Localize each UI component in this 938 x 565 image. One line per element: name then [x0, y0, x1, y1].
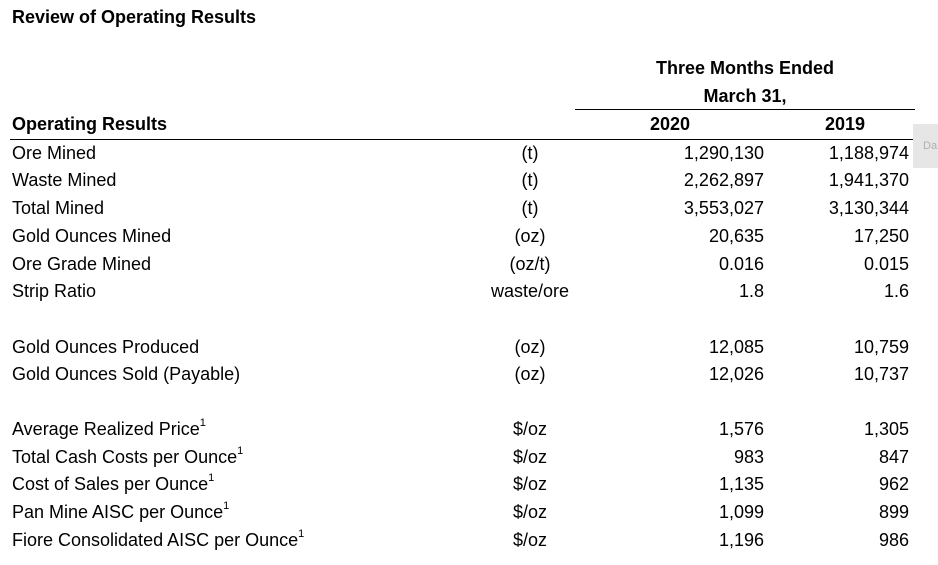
- section-label: Operating Results: [12, 114, 168, 134]
- period-header-line1: Three Months Ended: [655, 58, 834, 78]
- value-2020: 983: [733, 447, 764, 467]
- footnote-marker: 1: [237, 445, 244, 457]
- table-row: [0, 447, 938, 473]
- value-2019: 847: [878, 447, 909, 467]
- row-unit: (t): [521, 198, 539, 218]
- table-row: [0, 337, 938, 363]
- value-2020: 1,576: [718, 419, 764, 439]
- value-2020: 12,026: [708, 364, 764, 384]
- value-2019: 1,305: [863, 419, 909, 439]
- value-2019: 10,737: [853, 364, 909, 384]
- value-2019: 1,941,370: [828, 170, 909, 190]
- page-title: Review of Operating Results: [12, 7, 257, 27]
- row-label-text: Waste Mined: [12, 170, 117, 190]
- value-2020: 1,196: [718, 530, 764, 550]
- row-label: [12, 198, 104, 219]
- value-2020: 12,085: [708, 337, 764, 357]
- value-2019: 986: [878, 530, 909, 550]
- row-label: [12, 226, 171, 247]
- row-label: [12, 281, 96, 302]
- row-label: [12, 254, 151, 275]
- side-tab-label: Da: [923, 140, 938, 152]
- table-row: [0, 364, 938, 390]
- row-label: [12, 364, 240, 385]
- value-2019: 0.015: [863, 254, 909, 274]
- row-label-text: Ore Mined: [12, 143, 97, 163]
- value-2020: 20,635: [708, 226, 764, 246]
- footnote-marker: 1: [199, 417, 206, 429]
- row-label: [12, 502, 229, 523]
- row-unit: (t): [521, 143, 539, 163]
- row-label-text: Strip Ratio: [12, 281, 97, 301]
- value-2020: 1.8: [738, 281, 764, 301]
- period-header-line2: March 31,: [703, 86, 787, 106]
- value-2020: 3,553,027: [683, 198, 764, 218]
- row-label: [12, 419, 206, 440]
- row-label: [12, 143, 96, 164]
- row-unit: $/oz: [512, 530, 548, 550]
- row-label-text: Gold Ounces Sold (Payable): [12, 364, 241, 384]
- footnote-marker: 1: [208, 472, 215, 484]
- row-unit: (oz/t): [509, 254, 551, 274]
- table-row: [0, 419, 938, 445]
- value-2020: 1,290,130: [683, 143, 764, 163]
- row-unit: waste/ore: [490, 281, 570, 301]
- row-label-text: Gold Ounces Produced: [12, 337, 200, 357]
- table-row: [0, 502, 938, 528]
- row-unit: (oz): [514, 364, 546, 384]
- value-2020: 1,135: [718, 474, 764, 494]
- row-unit: (oz): [514, 337, 546, 357]
- value-2020: 0.016: [718, 254, 764, 274]
- value-2019: 1,188,974: [828, 143, 909, 163]
- row-unit: $/oz: [512, 419, 548, 439]
- row-label-text: Total Mined: [12, 198, 105, 218]
- row-label-text: Average Realized Price: [12, 419, 200, 439]
- value-2019: 899: [878, 502, 909, 522]
- row-unit: $/oz: [512, 502, 548, 522]
- value-2020: 2,262,897: [683, 170, 764, 190]
- value-2019: 962: [878, 474, 909, 494]
- period-header-rule: [575, 109, 915, 110]
- column-header-2020: 2020: [649, 114, 691, 134]
- table-row: [0, 198, 938, 224]
- column-header-2019: 2019: [824, 114, 866, 134]
- row-label-text: Cost of Sales per Ounce: [12, 474, 209, 494]
- row-unit: $/oz: [512, 447, 548, 467]
- table-row: [0, 474, 938, 500]
- row-label-text: Total Cash Costs per Ounce: [12, 447, 238, 467]
- table-row: [0, 530, 938, 556]
- footnote-marker: 1: [223, 500, 230, 512]
- value-2019: 10,759: [853, 337, 909, 357]
- row-label-text: Fiore Consolidated AISC per Ounce: [12, 530, 299, 550]
- table-row: [0, 170, 938, 196]
- row-label-text: Gold Ounces Mined: [12, 226, 172, 246]
- table-row: [0, 143, 938, 169]
- row-unit: (oz): [514, 226, 546, 246]
- table-row: [0, 226, 938, 252]
- value-2020: 1,099: [718, 502, 764, 522]
- row-label: [12, 170, 116, 191]
- value-2019: 17,250: [853, 226, 909, 246]
- row-label: [12, 337, 199, 358]
- row-unit: $/oz: [512, 474, 548, 494]
- value-2019: 1.6: [883, 281, 909, 301]
- row-label: [12, 530, 304, 551]
- row-unit: (t): [521, 170, 539, 190]
- footnote-marker: 1: [298, 528, 305, 540]
- value-2019: 3,130,344: [828, 198, 909, 218]
- header-rule: [10, 139, 915, 140]
- row-label: [12, 447, 243, 468]
- row-label-text: Ore Grade Mined: [12, 254, 152, 274]
- table-row: [0, 281, 938, 307]
- row-label-text: Pan Mine AISC per Ounce: [12, 502, 224, 522]
- table-row: [0, 254, 938, 280]
- row-label: [12, 474, 214, 495]
